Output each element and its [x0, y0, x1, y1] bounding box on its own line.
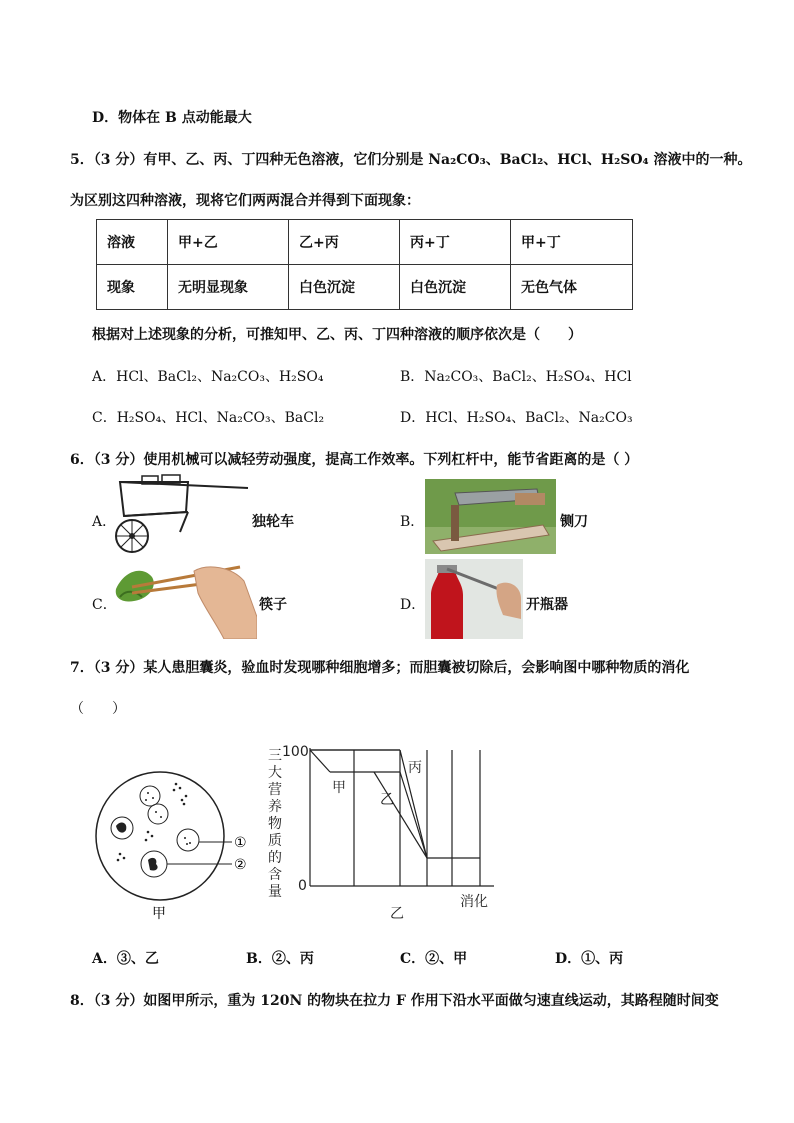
- x-axis-label: 消化: [460, 894, 488, 910]
- table-row: [97, 220, 633, 265]
- curve-label-yi: 乙: [380, 792, 394, 808]
- curve-label-bing: 丙: [408, 760, 422, 776]
- q6-option-b: B．: [400, 514, 425, 530]
- q6-label-b: 铡刀: [560, 514, 588, 530]
- y-axis-zero-tick: 0: [298, 878, 307, 894]
- table-cell: 溶液: [97, 220, 168, 265]
- table-cell: 乙+丙: [289, 220, 400, 265]
- y-axis-label-8: 含: [268, 867, 282, 883]
- figure-caption-b: 乙: [390, 906, 404, 922]
- q5-stem-line1: 5．（3 分）有甲、乙、丙、丁四种无色溶液，它们分别是 Na₂CO₃、BaCl₂、HCl、H₂SO₄ 溶液中的一种。: [70, 152, 752, 168]
- table-cell: 现象: [97, 265, 168, 310]
- figure-caption-a: 甲: [152, 906, 166, 920]
- bottle-opener-image: [425, 559, 523, 639]
- table-row: [97, 265, 633, 310]
- y-axis-label-1: 三: [268, 748, 282, 764]
- q5-stem-line2: 为区别这四种溶液，现将它们两两混合并得到下面现象：: [70, 193, 420, 209]
- y-axis-label-4: 养: [268, 799, 282, 815]
- q5-option-a: A．HCl、BaCl₂、Na₂CO₃、H₂SO₄: [92, 369, 324, 385]
- q5-option-b: B．Na₂CO₃、BaCl₂、H₂SO₄、HCl: [400, 369, 632, 385]
- q5-option-c: C．H₂SO₄、HCl、Na₂CO₃、BaCl₂: [92, 410, 325, 426]
- q7-option-d: D．①、丙: [555, 951, 624, 967]
- q7-option-a: A．③、乙: [92, 951, 159, 967]
- q6-stem: 6．（3 分）使用机械可以减轻劳动强度，提高工作效率。下列杠杆中，能节省距离的是（ ）: [70, 452, 639, 468]
- table-cell: 甲+丁: [511, 220, 633, 265]
- table-cell: 无色气体: [511, 265, 633, 310]
- q6-option-d: D．: [400, 597, 426, 613]
- q7-stem-line1: 7．（3 分）某人患胆囊炎，验血时发现哪种细胞增多；而胆囊被切除后，会影响图中哪种物质的消化: [70, 660, 690, 676]
- q6-option-c: C．: [92, 597, 117, 613]
- blood-smear-diagram: [86, 760, 266, 920]
- table-cell: 白色沉淀: [289, 265, 400, 310]
- q6-label-c: 筷子: [259, 597, 287, 613]
- y-axis-label-5: 物: [268, 816, 282, 832]
- y-axis-label-9: 量: [268, 884, 282, 900]
- table-cell: 丙+丁: [400, 220, 511, 265]
- mark-2: ②: [234, 857, 247, 873]
- table-cell: 白色沉淀: [400, 265, 511, 310]
- y-axis-top-tick: 100: [282, 744, 309, 760]
- y-axis-label-7: 的: [268, 850, 282, 866]
- q6-label-a: 独轮车: [252, 514, 294, 530]
- q7-option-c: C．②、甲: [400, 951, 468, 967]
- q6-option-a: A．: [92, 514, 117, 530]
- curve-label-jia: 甲: [332, 780, 346, 796]
- q5-question: 根据对上述现象的分析，可推知甲、乙、丙、丁四种溶液的顺序依次是（ ）: [92, 327, 582, 343]
- wheelbarrow-image: [110, 474, 250, 558]
- table-cell: 无明显现象: [168, 265, 289, 310]
- y-axis-label-6: 质: [268, 833, 282, 849]
- q4-option-d: D．物体在 B 点动能最大: [92, 110, 252, 126]
- y-axis-label-3: 营: [268, 782, 282, 798]
- digestion-graph: [262, 740, 502, 925]
- q8-stem: 8．（3 分）如图甲所示，重为 120N 的物块在拉力 F 作用下沿水平面做匀速直线运动，其路程随时间变: [70, 993, 719, 1009]
- chopsticks-image: [112, 557, 257, 639]
- y-axis-label-2: 大: [268, 765, 282, 781]
- guillotine-cutter-image: [425, 479, 556, 554]
- q7-option-b: B．②、丙: [246, 951, 314, 967]
- q5-option-d: D．HCl、H₂SO₄、BaCl₂、Na₂CO₃: [400, 410, 633, 426]
- q6-label-d: 开瓶器: [526, 597, 568, 613]
- q5-observation-table: [96, 219, 633, 310]
- table-cell: 甲+乙: [168, 220, 289, 265]
- q7-stem-line2: （ ）: [70, 701, 126, 717]
- mark-1: ①: [234, 835, 247, 851]
